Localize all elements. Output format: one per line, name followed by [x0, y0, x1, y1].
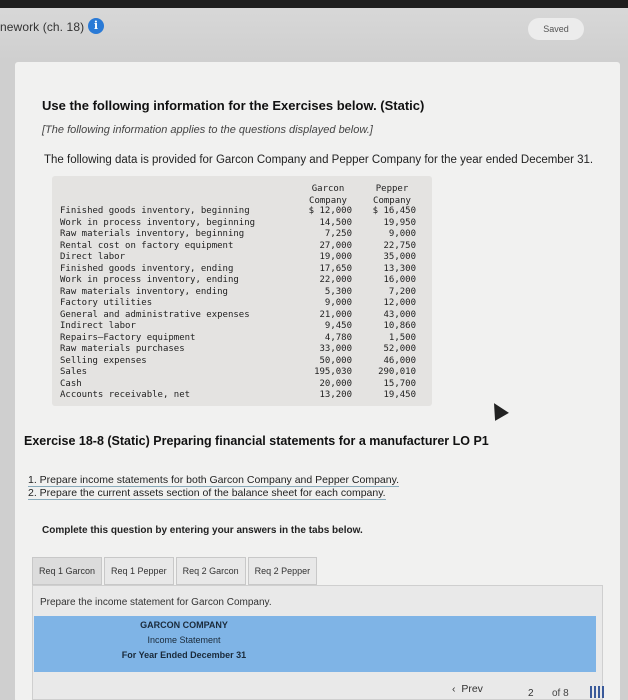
cell-pepper: 13,300	[383, 263, 416, 274]
cell-pepper: 12,000	[383, 298, 416, 308]
cell-garcon: 9,450	[324, 321, 352, 331]
cell-pepper: 9,000	[388, 229, 416, 239]
assignment-title: nework (ch. 18)	[0, 20, 85, 34]
cell-pepper: 16,000	[383, 275, 416, 285]
saved-status-badge: Saved	[528, 18, 584, 40]
complete-note: Complete this question by entering your answers in the tabs below.	[42, 525, 363, 536]
income-statement-header	[34, 616, 596, 672]
cell-garcon: 22,000	[319, 275, 352, 285]
row-label: Indirect labor	[60, 321, 136, 331]
row-label: Raw materials inventory, ending	[60, 286, 228, 297]
intro-text: The following data is provided for Garcon Company and Pepper Company for the year ended December 31.	[44, 154, 594, 166]
tab-bar	[32, 557, 319, 585]
cell-garcon: 19,000	[319, 252, 352, 262]
instruction-1: 1. Prepare income statements for both Garcon Company and Pepper Company.	[28, 474, 400, 486]
row-label: Rental cost on factory equipment	[60, 240, 234, 251]
row-label: Direct labor	[60, 252, 126, 262]
row-label: Finished goods inventory, ending	[60, 263, 234, 274]
cell-pepper: 22,750	[383, 240, 416, 251]
grid-icon[interactable]	[590, 686, 604, 698]
info-icon[interactable]: i	[88, 18, 104, 34]
cell-pepper: 10,860	[383, 321, 416, 331]
cell-garcon: 5,300	[324, 286, 352, 297]
row-label: Cash	[60, 378, 82, 389]
cell-garcon: 13,200	[319, 390, 352, 400]
cell-pepper: 7,200	[388, 286, 416, 297]
cell-pepper: 46,000	[383, 355, 416, 366]
cell-garcon: 4,780	[324, 332, 352, 343]
page-number[interactable]: 2	[528, 688, 534, 699]
cell-pepper: $ 16,450	[372, 206, 416, 216]
cell-pepper: 15,700	[383, 378, 416, 389]
col-header-garcon: Company	[309, 196, 347, 206]
row-label: Factory utilities	[60, 298, 153, 308]
row-label: Work in process inventory, ending	[60, 275, 239, 285]
tab-prompt: Prepare the income statement for Garcon Company.	[40, 597, 272, 608]
row-label: Accounts receivable, net	[60, 390, 191, 400]
exercise-title: Exercise 18-8 (Static) Preparing financial statements for a manufacturer LO P1	[24, 434, 489, 448]
tab-req-1-garcon[interactable]: Req 1 Garcon	[32, 557, 102, 585]
cell-garcon: 21,000	[319, 309, 352, 320]
tab-req-2-pepper[interactable]: Req 2 Pepper	[248, 557, 318, 585]
cell-pepper: 19,950	[383, 217, 416, 228]
cell-garcon: 9,000	[324, 298, 352, 308]
row-label: Work in process inventory, beginning	[60, 217, 256, 228]
cell-garcon: 20,000	[319, 378, 352, 389]
statement-period: For Year Ended December 31	[121, 650, 247, 660]
cell-pepper: 52,000	[383, 344, 416, 354]
cell-pepper: 35,000	[383, 252, 416, 262]
cell-garcon: 14,500	[319, 217, 352, 228]
section-subheading: [The following information applies to the questions displayed below.]	[42, 124, 373, 136]
cell-garcon: 33,000	[319, 344, 352, 354]
top-bar	[0, 0, 628, 60]
cell-garcon: 17,650	[319, 263, 352, 274]
col-header-pepper: Pepper	[375, 184, 409, 194]
cell-garcon: 195,030	[314, 367, 352, 377]
col-header-garcon: Garcon	[311, 184, 345, 194]
section-heading: Use the following information for the Exercises below. (Static)	[42, 98, 425, 113]
statement-name: Income Statement	[147, 635, 221, 645]
cell-pepper: 43,000	[383, 309, 416, 320]
cell-garcon: 50,000	[319, 355, 352, 366]
row-label: Finished goods inventory, beginning	[60, 206, 250, 216]
prev-button[interactable]: ‹ Prev	[452, 683, 483, 695]
cell-garcon: $ 12,000	[308, 206, 352, 216]
row-label: Raw materials inventory, beginning	[60, 229, 245, 239]
row-label: Sales	[60, 367, 88, 377]
instruction-2: 2. Prepare the current assets section of the balance sheet for each company.	[28, 487, 386, 499]
cell-pepper: 1,500	[388, 332, 416, 343]
tab-req-2-garcon[interactable]: Req 2 Garcon	[176, 557, 246, 585]
row-label: General and administrative expenses	[60, 309, 250, 320]
statement-company: GARCON COMPANY	[140, 620, 228, 630]
browser-edge	[0, 0, 628, 8]
tab-req-1-pepper[interactable]: Req 1 Pepper	[104, 557, 174, 585]
row-label: Raw materials purchases	[60, 344, 185, 354]
cell-garcon: 7,250	[324, 229, 352, 239]
col-header-pepper: Company	[373, 196, 411, 206]
cell-garcon: 27,000	[319, 240, 352, 251]
cell-pepper: 290,010	[378, 367, 416, 377]
row-label: Selling expenses	[60, 355, 147, 366]
cell-pepper: 19,450	[383, 390, 416, 400]
row-label: Repairs—Factory equipment	[60, 332, 196, 343]
page-total: of 8	[552, 688, 569, 699]
